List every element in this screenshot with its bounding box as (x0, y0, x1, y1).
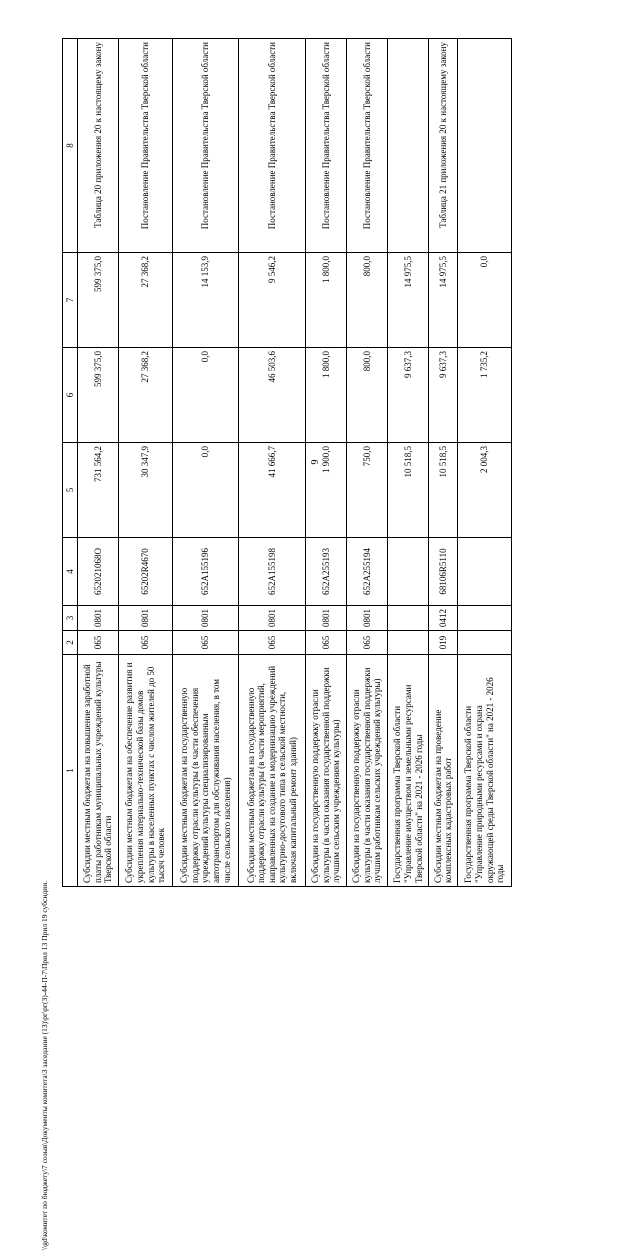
cell-name: Субсидии местным бюджетам на проведение комплексных кадастровых работ (429, 655, 458, 887)
header-row (63, 39, 78, 887)
cell-name: Субсидии местным бюджетам на государственную поддержку отрасли культуры (в части мероприятий, направленных на создание и модернизацию учреждений культурно-досугового типа в сельской местности, включая капитальный ремонт зданий) (239, 655, 305, 887)
subsidies-table (62, 38, 512, 887)
cell-name: Субсидии на государственную поддержку отрасли культуры (в части оказания государственной поддержки лучшим сельским учреждениям культуры) (305, 655, 346, 887)
table-row (458, 39, 512, 887)
col-header: 8 (63, 39, 78, 253)
cell-name: Государственная программа Тверской области "Управление природными ресурсами и охрана окружающей среды Тверской области" на 2021 - 2026 годы (458, 655, 512, 887)
cell-amount-1: 30 347,9 (119, 443, 173, 538)
cell-amount-2: 1 735,2 (458, 348, 512, 443)
cell-amount-1: 731 564,2 (78, 443, 119, 538)
cell-section-code: 0801 (305, 606, 346, 631)
table-row (305, 39, 346, 887)
cell-section-code: 0801 (119, 606, 173, 631)
cell-amount-1: 10 518,5 (429, 443, 458, 538)
col-header: 1 (63, 655, 78, 887)
table-row (173, 39, 239, 887)
cell-admin-code: 065 (346, 631, 387, 655)
cell-amount-1: 10 518,5 (388, 443, 429, 538)
cell-target-code: 652A255194 (346, 538, 387, 606)
cell-basis: Постановление Правительства Тверской области (119, 39, 173, 253)
cell-amount-3: 800,0 (346, 253, 387, 348)
cell-basis: Постановление Правительства Тверской области (305, 39, 346, 253)
cell-amount-3: 9 546,2 (239, 253, 305, 348)
col-header: 4 (63, 538, 78, 606)
cell-section-code: 0801 (239, 606, 305, 631)
cell-basis: Постановление Правительства Тверской области (346, 39, 387, 253)
cell-name: Субсидии местным бюджетам на государственную поддержку отрасли культуры (в части обеспечения учреждений культуры специализированным автотранспортом для обслуживания населения, в том числе сельского населения) (173, 655, 239, 887)
table-row (429, 39, 458, 887)
cell-target-code: 652A155196 (173, 538, 239, 606)
page-number: 6 (308, 459, 319, 465)
cell-basis (458, 39, 512, 253)
cell-target-code: 68106R5110 (429, 538, 458, 606)
cell-target-code: 652A255193 (305, 538, 346, 606)
cell-amount-2: 9 637,3 (388, 348, 429, 443)
cell-admin-code: 065 (119, 631, 173, 655)
cell-amount-2: 1 800,0 (305, 348, 346, 443)
cell-admin-code: 065 (78, 631, 119, 655)
cell-name: Субсидии местным бюджетам на обеспечение развития и укрепления материально-технической базы домов культуры в населенных пунктах с числом жителей до 50 тысяч человек (119, 655, 173, 887)
cell-basis: Постановление Правительства Тверской области (173, 39, 239, 253)
cell-amount-3: 27 368,2 (119, 253, 173, 348)
cell-amount-2: 800,0 (346, 348, 387, 443)
cell-amount-2: 27 368,2 (119, 348, 173, 443)
col-header: 3 (63, 606, 78, 631)
cell-section-code: 0801 (78, 606, 119, 631)
cell-amount-3: 14 153,9 (173, 253, 239, 348)
cell-admin-code: 019 (429, 631, 458, 655)
cell-amount-2: 0,0 (173, 348, 239, 443)
cell-amount-1: 1 900,0 (305, 443, 346, 538)
cell-section-code: 0801 (173, 606, 239, 631)
cell-admin-code: 065 (239, 631, 305, 655)
cell-section-code (458, 606, 512, 631)
table-row (119, 39, 173, 887)
cell-amount-1: 0,0 (173, 443, 239, 538)
cell-admin-code: 065 (305, 631, 346, 655)
cell-name: Субсидии местным бюджетам на повышение заработной платы работникам муниципальных учреждений культуры Тверской области (78, 655, 119, 887)
rotated-table-container (62, 39, 512, 887)
cell-amount-2: 9 637,3 (429, 348, 458, 443)
cell-section-code (388, 606, 429, 631)
cell-basis (388, 39, 429, 253)
cell-amount-2: 599 375,0 (78, 348, 119, 443)
cell-amount-2: 46 503,6 (239, 348, 305, 443)
cell-target-code (388, 538, 429, 606)
cell-name: Государственная программа Тверской области "Управление имуществом и земельными ресурсами Тверской области" на 2021 - 2026 годы (388, 655, 429, 887)
cell-amount-3: 599 375,0 (78, 253, 119, 348)
cell-target-code: 652A155198 (239, 538, 305, 606)
table-row (346, 39, 387, 887)
cell-amount-1: 750,0 (346, 443, 387, 538)
col-header: 2 (63, 631, 78, 655)
cell-target-code: 652021068О (78, 538, 119, 606)
col-header: 7 (63, 253, 78, 348)
cell-target-code (458, 538, 512, 606)
table-row (388, 39, 429, 887)
cell-amount-3: 1 800,0 (305, 253, 346, 348)
cell-basis: Таблица 20 приложения 20 к настоящему закону (78, 39, 119, 253)
cell-admin-code (388, 631, 429, 655)
cell-basis: Таблица 21 приложения 20 к настоящему закону (429, 39, 458, 253)
col-header: 5 (63, 443, 78, 538)
cell-amount-1: 41 666,7 (239, 443, 305, 538)
cell-amount-3: 14 975,5 (429, 253, 458, 348)
cell-name: Субсидии на государственную поддержку отрасли культуры (в части оказания государственной поддержки лучшим работникам сельских учреждений культуры) (346, 655, 387, 887)
footer-file-path: \\gd\комитет по бюджету\7 созыв\Документы комитета\3 заседание (13)\рг\рг(3)-44-П-7\Прил 13 Прил 19 субсидии. (40, 880, 49, 1250)
cell-admin-code: 065 (173, 631, 239, 655)
cell-amount-3: 0,0 (458, 253, 512, 348)
cell-target-code: 65202R4670 (119, 538, 173, 606)
table-row (239, 39, 305, 887)
cell-admin-code (458, 631, 512, 655)
cell-section-code: 0412 (429, 606, 458, 631)
cell-section-code: 0801 (346, 606, 387, 631)
col-header: 6 (63, 348, 78, 443)
cell-basis: Постановление Правительства Тверской области (239, 39, 305, 253)
cell-amount-1: 2 004,3 (458, 443, 512, 538)
cell-amount-3: 14 975,5 (388, 253, 429, 348)
table-row (78, 39, 119, 887)
